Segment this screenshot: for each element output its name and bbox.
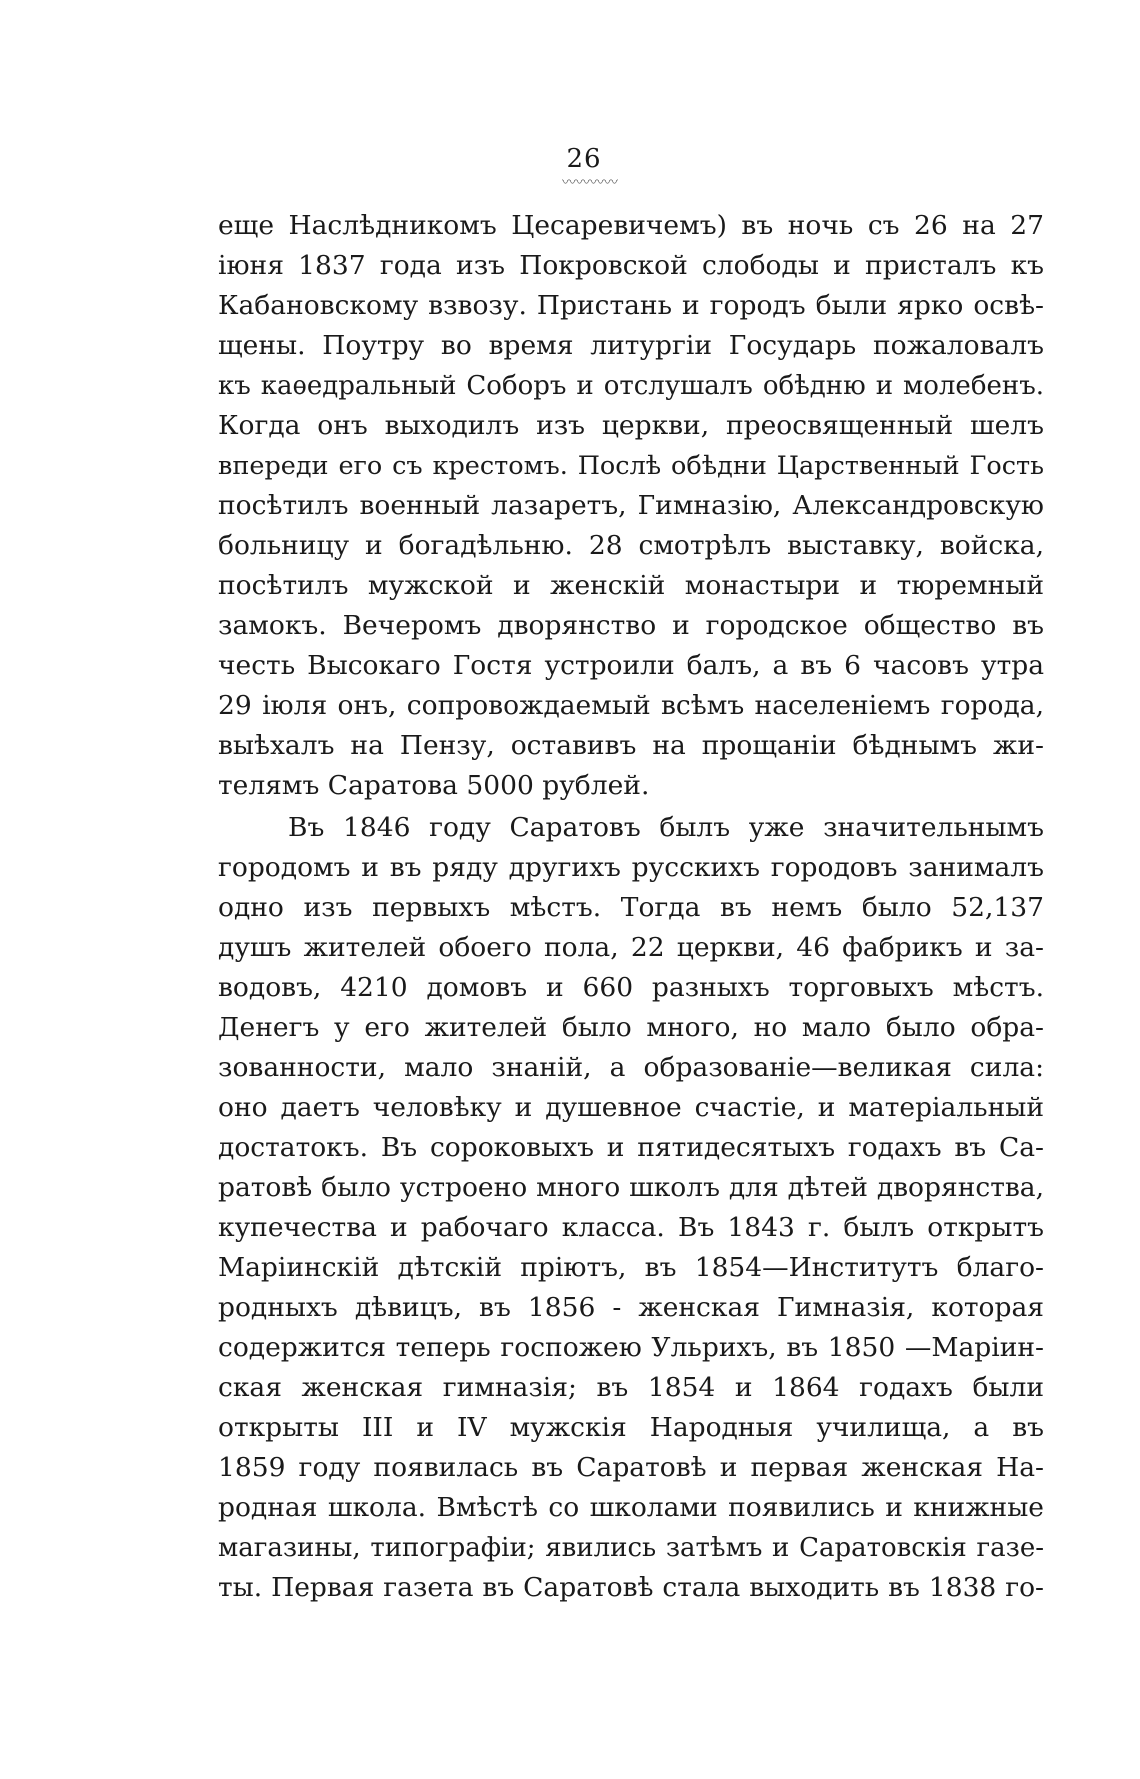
text-line: ская женская гимназія; въ 1854 и 1864 годахъ были [218, 1372, 1044, 1403]
text-line: одно изъ первыхъ мѣстъ. Тогда въ немъ было 52,137 [218, 892, 1044, 923]
text-line: Когда онъ выходилъ изъ церкви, преосвященный шелъ [218, 410, 1044, 441]
text-line: честь Высокаго Гостя устроили балъ, а въ 6 часовъ утра [218, 650, 1044, 681]
text-line: водовъ, 4210 домовъ и 660 разныхъ торговыхъ мѣстъ. [218, 972, 1044, 1003]
text-line: щены. Поутру во время литургіи Государь пожаловалъ [218, 330, 1044, 361]
text-line: родныхъ дѣвицъ, въ 1856 - женская Гимназія, которая [218, 1292, 1044, 1323]
text-line: Кабановскому взвозу. Пристань и городъ были ярко освѣ- [218, 290, 1044, 321]
text-line: магазины, типографіи; явились затѣмъ и Саратовскія газе- [218, 1533, 1044, 1563]
text-line: Маріинскій дѣтскій пріютъ, въ 1854—Институтъ благо- [218, 1252, 1044, 1283]
text-line: зованности, мало знаній, а образованіе—великая сила: [218, 1052, 1044, 1083]
text-line: городомъ и въ ряду другихъ русскихъ городовъ занималъ [218, 852, 1044, 883]
paragraph [218, 808, 1044, 1608]
text-line: еще Наслѣдникомъ Цесаревичемъ) въ ночь съ 26 на 27 [218, 210, 1044, 241]
text-line: ты. Первая газета въ Саратовѣ стала выходить въ 1838 го- [218, 1572, 1044, 1603]
text-line: 29 іюля онъ, сопровождаемый всѣмъ населеніемъ города, [218, 690, 1044, 721]
text-line: достатокъ. Въ сороковыхъ и пятидесятыхъ годахъ въ Са- [218, 1132, 1044, 1163]
text-line: открыты III и IV мужскія Народныя училища, а въ [218, 1412, 1044, 1443]
text-line: къ каѳедральный Соборъ и отслушалъ обѣдню и молебенъ. [218, 371, 1044, 401]
text-line: замокъ. Вечеромъ дворянство и городское общество въ [218, 610, 1044, 641]
page-number: 26 [566, 144, 602, 174]
text-line: іюня 1837 года изъ Покровской слободы и присталъ къ [218, 250, 1044, 281]
paragraph [218, 206, 1044, 806]
body-text [218, 206, 1044, 1608]
text-line: больницу и богадѣльню. 28 смотрѣлъ выставку, войска, [218, 530, 1044, 561]
text-line: телямъ Саратова 5000 рублей. [218, 770, 650, 801]
text-line: посѣтилъ военный лазаретъ, Гимназію, Александровскую [218, 490, 1044, 521]
text-line: посѣтилъ мужской и женскій монастыри и тюремный [218, 570, 1044, 601]
text-line: оно даетъ человѣку и душевное счастіе, и матеріальный [218, 1092, 1044, 1123]
text-line: Въ 1846 году Саратовъ былъ уже значительнымъ [288, 812, 1044, 843]
text-line: купечества и рабочаго класса. Въ 1843 г. былъ открытъ [218, 1212, 1044, 1243]
text-line: родная школа. Вмѣстѣ со школами появились и книжные [218, 1492, 1044, 1523]
page-number-ornament: 〰〰〰〰 [562, 175, 618, 191]
text-line: содержится теперь госпожею Ульрихъ, въ 1850 —Маріин- [218, 1332, 1044, 1363]
text-line: Денегъ у его жителей было много, но мало было обра- [218, 1012, 1044, 1043]
text-line: впереди его съ крестомъ. Послѣ обѣдни Царственный Гость [218, 451, 1044, 481]
text-line: выѣхалъ на Пензу, оставивъ на прощаніи бѣднымъ жи- [218, 730, 1044, 761]
text-line: душъ жителей обоего пола, 22 церкви, 46 фабрикъ и за- [218, 932, 1044, 963]
text-line: 1859 году появилась въ Саратовѣ и первая женская На- [218, 1452, 1044, 1483]
text-line: ратовѣ было устроено много школъ для дѣтей дворянства, [218, 1172, 1044, 1203]
